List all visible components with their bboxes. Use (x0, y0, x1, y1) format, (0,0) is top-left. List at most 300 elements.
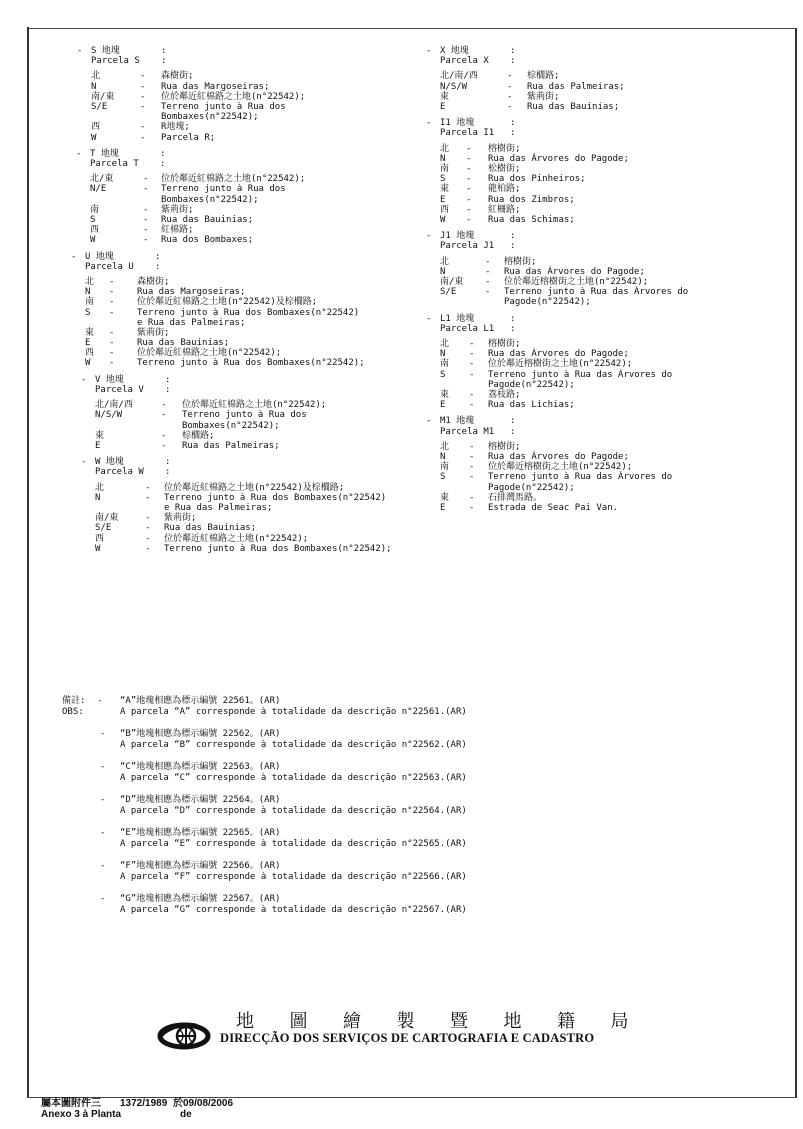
boundary-description: 位於鄰近榕樹街之土地(n°22542); (488, 462, 633, 473)
boundary-direction: 南 (440, 462, 450, 473)
boundary-description: 紫荊街; (161, 204, 194, 215)
parcel-title-pt: Parcela M1 (440, 426, 495, 437)
boundary-row (77, 205, 457, 215)
boundary-dash: - (507, 91, 513, 102)
obs-text-cn: “B”地塊相應為標示編號 22562。(AR) (120, 729, 281, 739)
parcel-title-cn: M1 地塊 (440, 416, 475, 427)
boundary-row (426, 349, 803, 359)
boundary-description: 紫荊街; (164, 513, 197, 524)
boundary-dash: - (469, 441, 475, 452)
boundary-direction: S/E (91, 101, 108, 112)
boundary-dash: - (109, 338, 115, 349)
parcel-colon: : (161, 56, 167, 67)
parcel-title-row (426, 427, 803, 437)
boundary-row (426, 215, 803, 225)
boundary-description: Bombaxes(n°22542); (161, 112, 259, 123)
boundary-dash: - (485, 276, 491, 287)
boundary-dash: - (485, 256, 491, 267)
boundary-description: 龍柏路; (488, 184, 521, 195)
boundary-direction: N/S/W (440, 81, 468, 92)
obs-row (62, 795, 762, 806)
boundary-direction: 北 (440, 338, 450, 349)
boundary-dash: - (469, 472, 475, 483)
boundary-description: 荔枝路; (488, 389, 521, 400)
parcel-bullet-dash: - (426, 46, 432, 56)
boundary-description: 棕櫚路; (527, 71, 560, 82)
parcel-title-pt: Parcela J1 (440, 241, 495, 252)
boundary-direction: 東 (440, 492, 450, 503)
boundary-direction: N (91, 81, 97, 92)
boundary-row (77, 235, 457, 245)
cartography-logo-icon (154, 1014, 214, 1054)
boundary-direction: S (440, 472, 446, 483)
boundary-direction: E (440, 101, 446, 112)
obs-text-cn: “F”地塊相應為標示編號 22566。(AR) (120, 861, 281, 871)
obs-text-pt: A parcela “B” corresponde à totalidade da descrição n°22562.(AR) (120, 740, 467, 750)
obs-item (62, 894, 762, 916)
footer-plan-number: 1372/1989 (120, 1098, 168, 1109)
boundary-description: 紫荊街; (137, 327, 170, 338)
boundary-description: Terreno junto à Rua dos Bombaxes(n°22542) (164, 492, 387, 503)
agency-name-char: 地 (236, 1011, 254, 1032)
boundary-direction: 北 (95, 482, 105, 493)
parcel-block (426, 416, 803, 513)
boundary-description: 位於鄰近榕樹街之土地(n°22542); (488, 359, 633, 370)
parcel-title-row (77, 385, 457, 395)
boundary-dash: - (469, 492, 475, 503)
boundary-row (426, 184, 803, 194)
parcel-title-row (77, 467, 457, 477)
parcel-title-cn: V 地塊 (95, 374, 124, 385)
parcel-bullet-dash: - (426, 231, 432, 242)
obs-text-cn: “G”地塊相應為標示編號 22567。(AR) (120, 894, 281, 904)
parcel-title-row (77, 159, 457, 169)
boundary-description: 棕櫚路; (182, 430, 215, 441)
parcel-title-cn: T 地塊 (90, 148, 119, 159)
parcel-title-pt: Parcela I1 (440, 128, 495, 139)
boundary-dash: - (140, 101, 146, 112)
boundary-row (77, 133, 457, 143)
boundary-description: Parcela R; (161, 132, 216, 143)
parcel-title-cn: U 地塊 (85, 251, 114, 262)
parcel-title-row (77, 262, 457, 272)
footer-date: 於09/08/2006 (173, 1098, 234, 1109)
boundary-description: Terreno junto à Rua dos (161, 101, 286, 112)
boundary-direction: W (440, 214, 446, 225)
boundary-row (426, 102, 803, 112)
boundary-description: 紅柵路; (488, 204, 521, 215)
boundary-direction: 南 (85, 297, 95, 308)
parcel-colon: : (155, 251, 161, 262)
obs-label-pt: OBS: (62, 707, 84, 717)
boundary-row (426, 370, 803, 380)
obs-row (62, 740, 762, 751)
boundary-direction: 東 (85, 327, 95, 338)
footer-de: de (180, 1109, 192, 1120)
boundary-row (426, 174, 803, 184)
obs-row (62, 861, 762, 872)
footer-annex-pt: Anexo 3 à Planta (41, 1109, 122, 1120)
boundary-row (426, 442, 803, 452)
parcel-title-row (426, 241, 803, 251)
obs-item (62, 795, 762, 817)
boundary-row (426, 503, 803, 513)
boundary-row (426, 297, 803, 307)
boundary-dash: - (466, 163, 472, 174)
boundary-direction: 北 (440, 256, 450, 267)
boundary-row (77, 338, 457, 348)
boundary-row (77, 297, 457, 307)
parcel-block (77, 457, 457, 554)
boundary-direction: E (440, 400, 446, 411)
boundary-dash: - (143, 184, 149, 195)
boundary-description: Pagode(n°22542); (504, 297, 591, 308)
boundary-description: 位於鄰近紅棉路之土地(n°22542)及棕櫚路; (137, 297, 318, 308)
boundary-direction: 南/東 (91, 91, 115, 102)
boundary-direction: 北/南/西 (440, 71, 478, 82)
page-border-left (27, 27, 37, 1097)
parcel-title-cn: S 地塊 (91, 46, 120, 56)
parcel-colon: : (165, 467, 171, 478)
boundary-direction: 南 (440, 163, 450, 174)
boundary-direction: W (91, 132, 97, 143)
boundary-row (77, 277, 457, 287)
boundary-row (77, 195, 457, 205)
boundary-row (426, 82, 803, 92)
obs-dash: - (100, 861, 106, 871)
boundary-direction: 南 (440, 359, 450, 370)
boundary-dash: - (161, 430, 167, 441)
boundary-description: Pagode(n°22542); (488, 379, 575, 390)
obs-row (62, 872, 762, 883)
boundary-row (426, 267, 803, 277)
boundary-dash: - (469, 451, 475, 462)
boundary-direction: 東 (440, 91, 450, 102)
boundary-description: 森樹街; (137, 276, 170, 287)
footer-annex-cn: 屬本圖附件三 (41, 1098, 101, 1109)
boundary-row (426, 257, 803, 267)
boundary-description: Estrada de Seac Pai Van. (488, 502, 619, 513)
boundary-row (426, 205, 803, 215)
boundary-direction: 北/南/西 (95, 400, 133, 411)
boundary-row (426, 452, 803, 462)
obs-item (62, 828, 762, 850)
boundary-row (426, 359, 803, 369)
parcel-bullet-dash: - (426, 118, 432, 129)
parcel-title-row (77, 375, 457, 385)
agency-name-char: 繪 (343, 1011, 361, 1032)
boundary-row (77, 441, 457, 451)
boundary-description: Terreno junto à Rua dos (161, 184, 286, 195)
boundary-description: Rua das Bauinias; (137, 338, 230, 349)
agency-name-char: 圖 (289, 1011, 308, 1032)
boundary-dash: - (469, 502, 475, 513)
boundary-dash: - (143, 235, 149, 246)
boundary-row (77, 544, 457, 554)
boundary-dash: - (140, 122, 146, 133)
obs-text-pt: A parcela “F” corresponde à totalidade da descrição n°22566.(AR) (120, 872, 467, 882)
agency-name-portuguese: DIRECÇÃO DOS SERVIÇOS DE CARTOGRAFIA E CADASTRO (220, 1031, 595, 1045)
boundary-dash: - (469, 359, 475, 370)
boundary-row (426, 195, 803, 205)
boundary-dash: - (466, 153, 472, 164)
obs-text-cn: “C”地塊相應為標示編號 22563。(AR) (120, 762, 281, 772)
boundary-row (77, 523, 457, 533)
boundary-row (426, 462, 803, 472)
agency-name-char: 製 (396, 1011, 415, 1032)
boundary-direction: W (95, 543, 101, 554)
boundary-row (77, 493, 457, 503)
boundary-direction: N (440, 349, 446, 360)
boundary-dash: - (143, 174, 149, 185)
boundary-row (77, 82, 457, 92)
boundary-direction: E (440, 502, 446, 513)
boundary-row (426, 92, 803, 102)
obs-dash: - (100, 828, 106, 838)
parcel-title-pt: Parcela S (91, 56, 140, 67)
parcel-title-cn: W 地塊 (95, 457, 124, 468)
boundary-row (426, 400, 803, 410)
boundary-description: Terreno junto à Rua dos Bombaxes(n°22542); (164, 543, 392, 554)
boundary-description: Rua das Bauinias; (164, 523, 257, 534)
boundary-dash: - (145, 533, 151, 544)
parcel-colon: : (155, 261, 161, 272)
parcel-colon: : (510, 231, 516, 242)
boundary-description: Rua dos Pinheiros; (488, 174, 586, 185)
boundary-description: Terreno junto à Rua dos (182, 410, 307, 421)
boundary-description: 位於鄰近紅棉路之土地(n°22542)及棕櫚路; (164, 482, 345, 493)
boundary-dash: - (466, 174, 472, 185)
boundary-dash: - (469, 338, 475, 349)
parcel-title-row (426, 56, 803, 66)
parcel-title-cn: X 地塊 (440, 46, 469, 56)
boundary-direction: N (95, 492, 101, 503)
boundary-direction: S (90, 214, 96, 225)
boundary-row (77, 215, 457, 225)
parcel-colon: : (165, 457, 171, 468)
boundary-description: 位於鄰近榕樹街之土地(n°22542); (504, 276, 649, 287)
parcel-title-row (71, 251, 457, 262)
boundary-dash: - (140, 81, 146, 92)
boundary-dash: - (469, 369, 475, 380)
boundary-dash: - (109, 307, 115, 318)
boundary-description: Terreno junto à Rua das Árvores do (488, 369, 673, 380)
boundary-dash: - (469, 349, 475, 360)
boundary-direction: 北/東 (90, 174, 114, 185)
boundary-direction: 東 (95, 430, 105, 441)
parcel-colon: : (510, 128, 516, 139)
boundary-direction: S/E (440, 287, 457, 298)
boundary-dash: - (507, 71, 513, 82)
boundary-direction: 南 (90, 204, 100, 215)
boundary-row (77, 225, 457, 235)
boundary-direction: S/E (95, 523, 112, 534)
parcel-title-pt: Parcela U (85, 261, 134, 272)
boundary-direction: E (85, 338, 91, 349)
parcel-colon: : (510, 46, 516, 56)
obs-dash: - (100, 894, 106, 904)
boundary-direction: W (90, 235, 96, 246)
boundary-row (426, 472, 803, 482)
parcel-bullet-dash: - (77, 46, 83, 56)
parcel-block (426, 118, 803, 225)
boundary-description: Terreno junto à Rua das Árvores do (488, 472, 673, 483)
obs-text-cn: “D”地塊相應為標示編號 22564。(AR) (120, 795, 281, 805)
obs-row (62, 729, 762, 740)
parcel-block (77, 46, 457, 143)
boundary-description: Rua das Árvores do Pagode; (504, 266, 645, 277)
parcel-block (71, 251, 457, 369)
boundary-dash: - (469, 389, 475, 400)
boundary-row (77, 71, 457, 81)
obs-dash: - (100, 762, 106, 772)
boundary-row (77, 400, 457, 410)
boundary-row (77, 348, 457, 358)
boundary-row (77, 92, 457, 102)
boundary-description: 位於鄰近紅棉路之土地(n°22542); (161, 174, 306, 185)
obs-item (62, 729, 762, 751)
obs-item (62, 696, 762, 718)
parcel-bullet-dash: - (81, 457, 87, 468)
parcel-colon: : (510, 241, 516, 252)
obs-row (62, 905, 762, 916)
boundary-row (77, 287, 457, 297)
boundary-description: Terreno junto à Rua das Árvores do (504, 287, 689, 298)
boundary-direction: E (440, 194, 446, 205)
boundary-dash: - (109, 287, 115, 298)
boundary-row (77, 410, 457, 420)
boundary-description: Bombaxes(n°22542); (182, 420, 280, 431)
parcel-colon: : (510, 416, 516, 427)
boundary-row (426, 339, 803, 349)
obs-row (62, 894, 762, 905)
obs-row (62, 839, 762, 850)
boundary-description: Rua das Bauinias; (527, 101, 620, 112)
boundary-direction: N (440, 266, 446, 277)
parcel-title-row (77, 149, 457, 159)
boundary-direction: 西 (90, 225, 100, 236)
parcel-bullet-dash: - (76, 148, 82, 159)
parcel-colon: : (510, 56, 516, 67)
boundary-direction: 西 (95, 533, 105, 544)
parcel-title-cn: L1 地塊 (440, 313, 475, 324)
boundary-description: 森樹街; (161, 71, 194, 82)
parcel-colon: : (510, 313, 516, 324)
boundary-direction: 北 (91, 71, 101, 82)
parcel-colon: : (161, 46, 167, 56)
obs-dash: - (100, 795, 106, 805)
parcel-block (426, 231, 803, 307)
boundary-direction: 北 (440, 441, 450, 452)
boundary-dash: - (469, 400, 475, 411)
boundary-description: 松樹街; (488, 163, 521, 174)
boundary-description: Rua das Bauinias; (161, 214, 254, 225)
boundary-direction: S (440, 174, 446, 185)
agency-name-char: 局 (610, 1011, 629, 1032)
boundary-row (77, 483, 457, 493)
boundary-dash: - (466, 143, 472, 154)
parcel-colon: : (510, 426, 516, 437)
parcel-colon: : (165, 384, 171, 395)
obs-dash: - (100, 729, 106, 739)
boundary-dash: - (143, 214, 149, 225)
obs-text-pt: A parcela “G” corresponde à totalidade da descrição n°22567.(AR) (120, 905, 467, 915)
boundary-row (77, 174, 457, 184)
boundary-row (77, 534, 457, 544)
parcel-block (77, 375, 457, 451)
boundary-description: 位於鄰近紅棉路之土地(n°22542); (182, 400, 327, 411)
obs-item (62, 762, 762, 784)
parcel-bullet-dash: - (71, 251, 77, 262)
boundary-row (426, 493, 803, 503)
boundary-dash: - (161, 440, 167, 451)
obs-row (62, 828, 762, 839)
boundary-dash: - (109, 348, 115, 359)
boundary-dash: - (469, 462, 475, 473)
boundary-description: e Rua das Palmeiras; (137, 317, 246, 328)
parcel-title-pt: Parcela T (90, 158, 139, 169)
parcel-colon: : (510, 323, 516, 334)
boundary-direction: N (440, 451, 446, 462)
boundary-row (426, 483, 803, 493)
boundary-description: Rua das Margoseiras; (161, 81, 270, 92)
boundary-dash: - (466, 184, 472, 195)
parcel-title-cn: I1 地塊 (440, 118, 475, 129)
boundary-row (77, 421, 457, 431)
boundary-dash: - (145, 492, 151, 503)
boundary-dash: - (109, 276, 115, 287)
boundary-row (426, 144, 803, 154)
boundary-direction: S (85, 307, 91, 318)
boundary-description: 紫荊街; (527, 91, 560, 102)
boundary-description: Rua dos Zimbros; (488, 194, 575, 205)
boundary-dash: - (507, 81, 513, 92)
boundary-row (77, 102, 457, 112)
parcel-bullet-dash: - (426, 416, 432, 427)
boundary-row (77, 318, 457, 328)
boundary-dash: - (140, 132, 146, 143)
boundary-direction: N/E (90, 184, 107, 195)
obs-row (62, 762, 762, 773)
parcel-colon: : (165, 374, 171, 385)
obs-text-pt: A parcela “E” corresponde à totalidade da descrição n°22565.(AR) (120, 839, 467, 849)
boundary-description: Rua das Árvores do Pagode; (488, 451, 629, 462)
boundary-description: Rua das Árvores do Pagode; (488, 349, 629, 360)
boundary-dash: - (161, 410, 167, 421)
boundary-description: 榕樹街; (488, 441, 521, 452)
boundary-dash: - (145, 513, 151, 524)
parcel-title-cn: J1 地塊 (440, 231, 475, 242)
obs-row (62, 707, 762, 718)
parcel-bullet-dash: - (81, 374, 87, 385)
boundary-description: 位於鄰近紅棉路之土地(n°22542); (161, 91, 306, 102)
parcel-title-row (77, 56, 457, 66)
obs-label-cn: 備註: (62, 696, 86, 706)
parcel-title-row (426, 128, 803, 138)
boundary-description: Bombaxes(n°22542); (161, 194, 259, 205)
parcel-title-row (77, 457, 457, 467)
boundary-row (426, 287, 803, 297)
obs-text-pt: A parcela “A” corresponde à totalidade da descrição n°22561.(AR) (120, 707, 467, 717)
boundary-direction: N (85, 287, 91, 298)
boundary-row (77, 112, 457, 122)
boundary-description: Rua das Schimas; (488, 214, 575, 225)
boundary-description: Pagode(n°22542); (488, 482, 575, 493)
boundary-description: Terreno junto à Rua dos Bombaxes(n°22542) (137, 307, 360, 318)
obs-text-cn: “E”地塊相應為標示編號 22565。(AR) (120, 828, 281, 838)
boundary-direction: 北 (85, 276, 95, 287)
obs-row (62, 773, 762, 784)
